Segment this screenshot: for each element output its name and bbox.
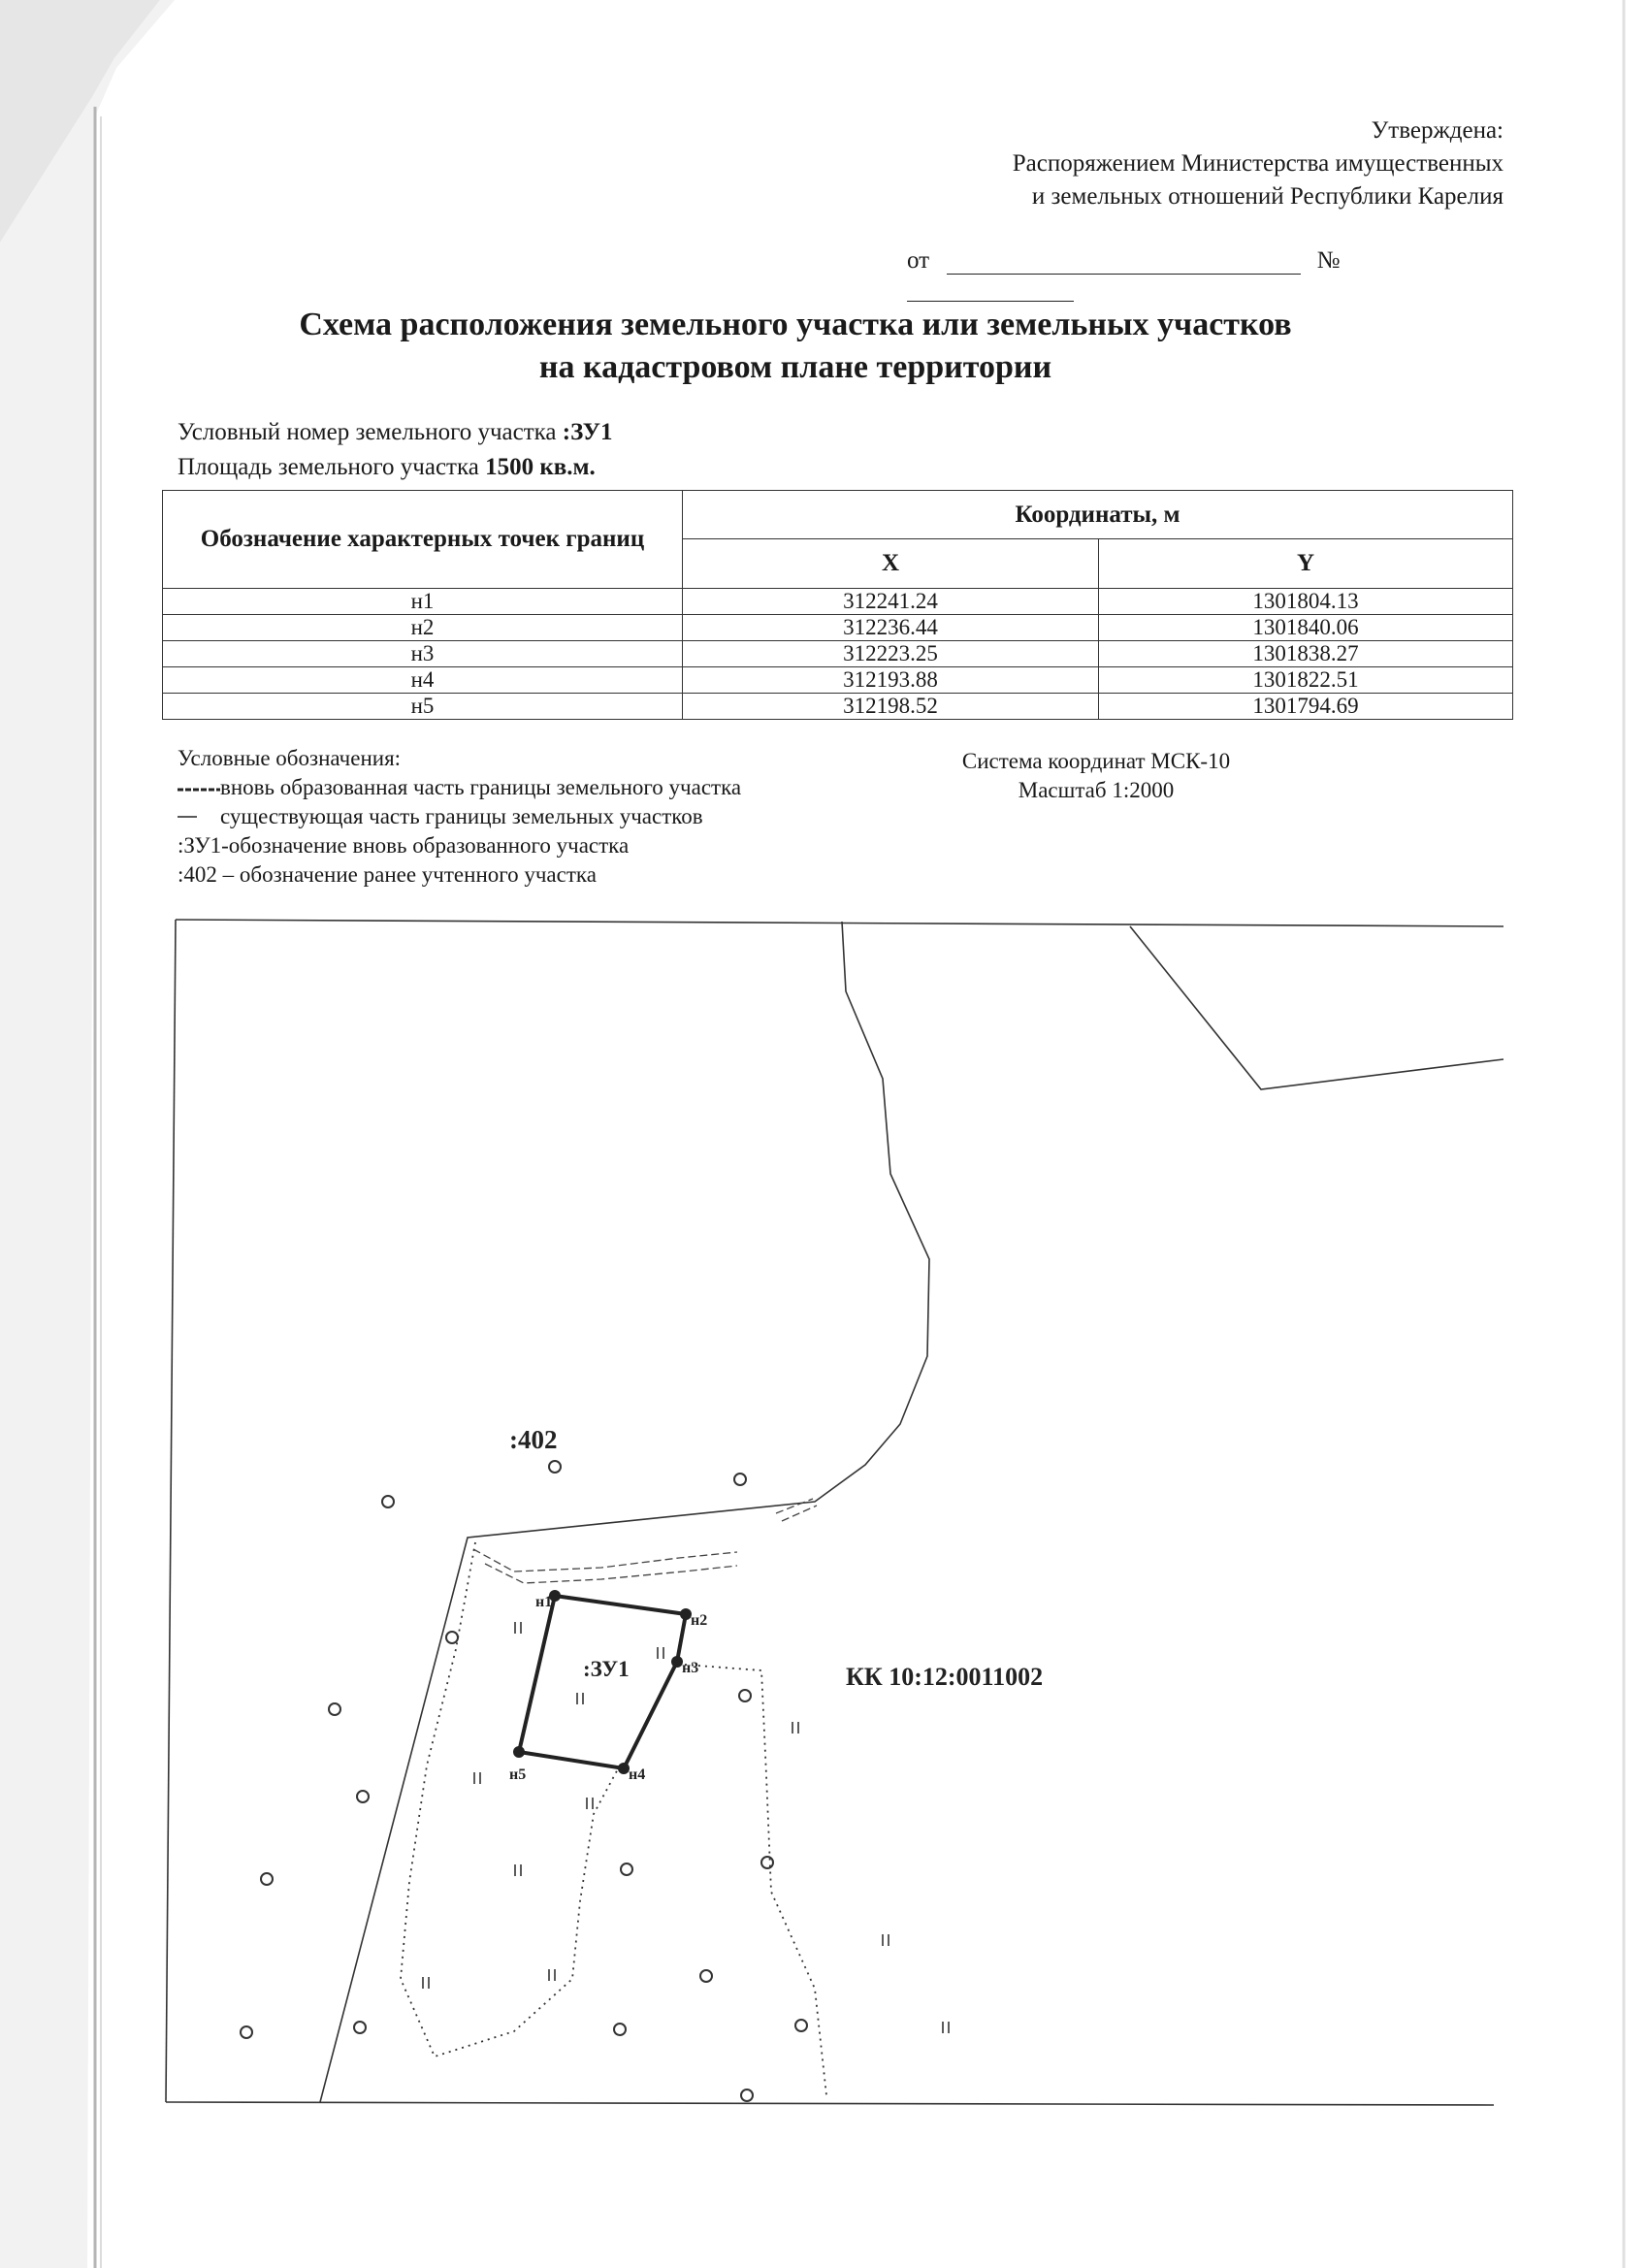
header-coords: Координаты, м — [683, 491, 1513, 539]
point-x: 312193.88 — [683, 667, 1099, 694]
map-scale: Масштаб 1:2000 — [1018, 778, 1175, 802]
parcel-area-value: 1500 кв.м. — [485, 454, 596, 480]
tree-symbol — [446, 1632, 458, 1643]
label-402: :402 — [509, 1425, 558, 1454]
dotted-boundary-1 — [401, 1542, 621, 2057]
approval-ministry: и земельных отношений Республики Карелия — [1031, 183, 1504, 210]
label-point-n4: н4 — [629, 1766, 646, 1783]
road-line-3 — [776, 1499, 813, 1513]
tree-symbol — [241, 2026, 252, 2038]
header-y: Y — [1099, 539, 1513, 589]
approval-order: Распоряжением Министерства имущественных — [1012, 150, 1504, 177]
coordinate-system: Система координат МСК-10 — [961, 749, 1231, 773]
point-name: н5 — [163, 694, 683, 720]
grass-symbol — [658, 1647, 663, 1659]
tree-symbol — [614, 2024, 626, 2035]
header-points: Обозначение характерных точек границ — [163, 491, 683, 589]
tree-symbol — [700, 1970, 712, 1982]
point-y: 1301794.69 — [1099, 694, 1513, 720]
tree-symbol — [549, 1461, 561, 1473]
point-x: 312223.25 — [683, 641, 1099, 667]
grass-symbol — [883, 1934, 889, 1946]
map-frame-top — [176, 920, 1504, 926]
point-y: 1301822.51 — [1099, 667, 1513, 694]
road-line-1 — [473, 1549, 737, 1571]
road-line-4 — [782, 1506, 817, 1521]
label-point-n1: н1 — [535, 1594, 553, 1610]
title-line-2: на кадастровом плане территории — [538, 349, 1052, 385]
title-line-1: Схема расположения земельного участка или земельных участков — [299, 307, 1292, 342]
parcel-number-value: :ЗУ1 — [562, 419, 613, 445]
tree-symbol — [354, 2022, 366, 2033]
grass-symbol — [423, 1977, 429, 1989]
tree-symbol — [261, 1873, 273, 1885]
grass-symbol — [943, 2022, 949, 2033]
grass-symbol — [474, 1772, 480, 1784]
point-name: н1 — [163, 589, 683, 615]
tree-symbol — [382, 1496, 394, 1507]
parcel-number-label: Условный номер земельного участка — [178, 419, 563, 445]
point-y: 1301804.13 — [1099, 589, 1513, 615]
legend-new-boundary-text: вновь образованная часть границы земельного участка — [220, 775, 742, 799]
tree-symbol — [734, 1474, 746, 1485]
map-frame-bottom — [166, 2102, 1494, 2105]
grass-symbol — [577, 1693, 583, 1704]
point-x: 312236.44 — [683, 615, 1099, 641]
grass-symbol — [515, 1622, 521, 1634]
grass-symbol — [587, 1798, 593, 1809]
point-x: 312241.24 — [683, 589, 1099, 615]
point-name: н2 — [163, 615, 683, 641]
label-point-n5: н5 — [509, 1766, 527, 1783]
tree-symbol — [795, 2020, 807, 2031]
date-prefix: от — [907, 247, 930, 274]
label-point-n2: н2 — [691, 1612, 708, 1629]
label-point-n3: н3 — [682, 1660, 699, 1676]
label-zu1: :ЗУ1 — [583, 1657, 630, 1681]
label-quarter: КК 10:12:0011002 — [846, 1663, 1044, 1691]
grass-symbol — [515, 1864, 521, 1876]
tree-symbol — [329, 1703, 340, 1715]
grass-symbol — [549, 1969, 555, 1981]
boundary-402 — [320, 922, 929, 2102]
legend-title: Условные обозначения: — [178, 746, 402, 770]
point-y: 1301838.27 — [1099, 641, 1513, 667]
parcel-zu1-boundary — [519, 1596, 686, 1768]
legend-existing-boundary-text: существующая часть границы земельных участков — [220, 804, 703, 828]
tree-symbol — [741, 2090, 753, 2101]
tree-symbol — [357, 1791, 369, 1802]
approval-title: Утверждена: — [1371, 117, 1504, 144]
parcel-area-label: Площадь земельного участка — [178, 454, 486, 480]
legend-zu1-note: :ЗУ1-обозначение вновь образованного участка — [178, 833, 630, 858]
legend-402-note: :402 – обозначение ранее учтенного участка — [178, 862, 597, 887]
boundary-upper-right — [1130, 926, 1504, 1089]
number-prefix: № — [1316, 247, 1341, 274]
tree-symbol — [621, 1863, 632, 1875]
tree-symbol — [739, 1690, 751, 1701]
header-x: X — [683, 539, 1099, 589]
point-y: 1301840.06 — [1099, 615, 1513, 641]
point-name: н3 — [163, 641, 683, 667]
grass-symbol — [792, 1722, 798, 1733]
map-frame-left — [166, 920, 176, 2102]
tree-symbol — [761, 1857, 773, 1868]
point-x: 312198.52 — [683, 694, 1099, 720]
point-name: н4 — [163, 667, 683, 694]
point-marker — [513, 1746, 525, 1758]
